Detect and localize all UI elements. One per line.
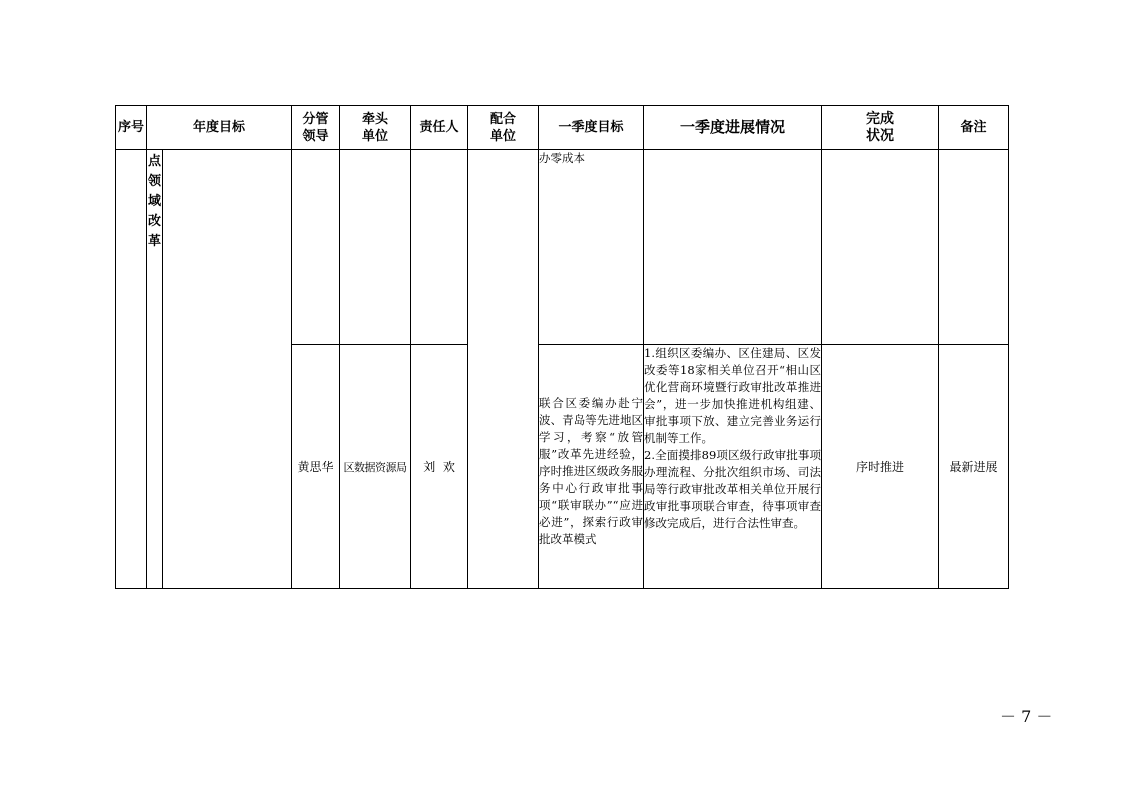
q1-goal-cell: 办零成本 [539,150,644,345]
header-annual-goal: 年度目标 [147,106,292,150]
status-cell: 序时推进 [822,345,939,589]
page-number: － 7 － [1000,707,1053,726]
owner-cell: 刘 欢 [411,345,468,589]
leader-cell: 黄思华 [292,345,340,589]
header-status: 完成 状况 [822,106,939,150]
q1-progress-cell [644,150,822,345]
header-lead-unit: 牵头 单位 [340,106,411,150]
progress-item: 2.全面摸排89项区级行政审批事项办理流程、分批次组织市场、司法局等行政审批改革相关单位开展行政审批事项联合审查，待事项审查修改完成后，进行合法性审查。 [644,448,822,530]
remarks-cell: 最新进展 [939,345,1009,589]
seq-cell [116,150,147,589]
category-cell [147,150,163,589]
header-q1-progress: 一季度进展情况 [644,106,822,150]
header-row [116,106,1009,150]
lead-unit-cell [340,150,411,345]
status-cell [822,150,939,345]
q1-goal-cell: 联合区委编办赴宁波、青岛等先进地区学习，考察“放管服”改革先进经验，序时推进区级政务服务中心行政审批事项“联审联办”“应进必进”，探索行政审批改革模式 [539,345,644,589]
coop-unit-cell [468,150,539,589]
owner-cell [411,150,468,345]
table-row [116,150,1009,345]
header-leader: 分管 领导 [292,106,340,150]
progress-item: 1.组织区委编办、区住建局、区发改委等18家相关单位召开“相山区优化营商环境暨行政审批改革推进会”，进一步加快推进机构组建、审批事项下放、建立完善业务运行机制等工作。 [644,346,822,445]
lead-unit-cell: 区数据资源局 [340,345,411,589]
annual-goal-cell [163,150,292,589]
header-remarks: 备注 [939,106,1009,150]
category-vertical-text: 点 领 域 改 革 [147,154,161,249]
header-seq: 序号 [116,106,147,150]
header-coop-unit: 配合 单位 [468,106,539,150]
header-q1-goal: 一季度目标 [539,106,644,150]
leader-cell [292,150,340,345]
header-owner: 责任人 [411,106,468,150]
remarks-cell [939,150,1009,345]
progress-table [115,105,1009,589]
q1-progress-cell [644,345,822,589]
